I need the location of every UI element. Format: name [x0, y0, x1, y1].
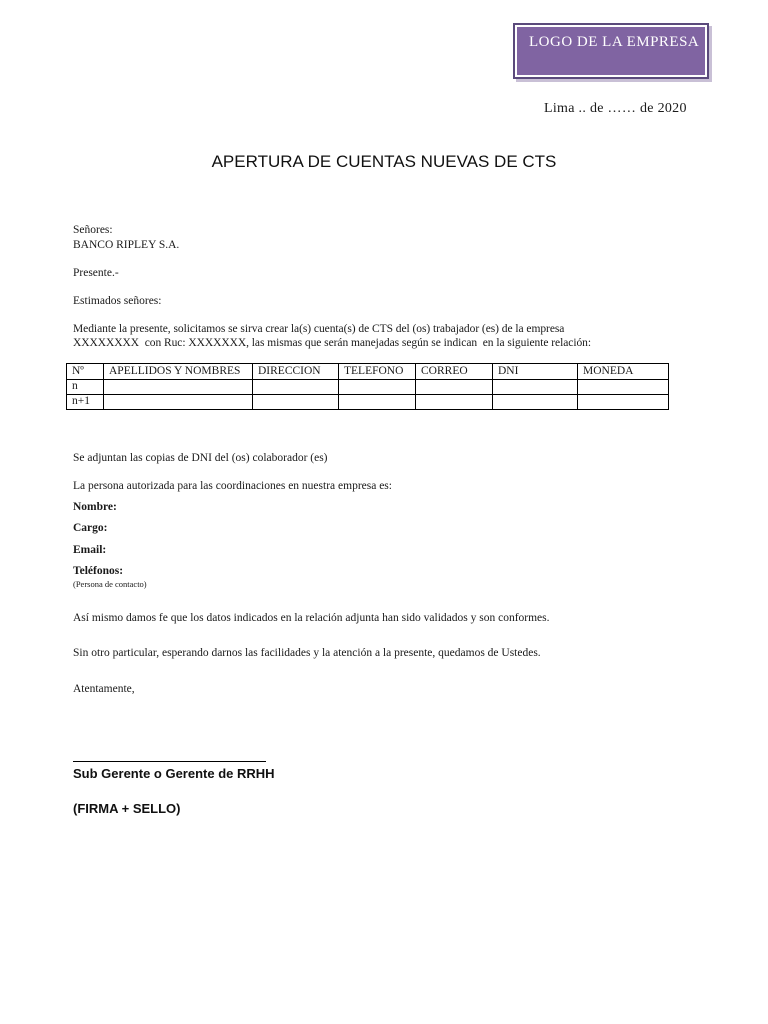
logo-text: LOGO DE LA EMPRESA [529, 34, 700, 50]
attachments-note: Se adjuntan las copias de DNI del (os) colaborador (es) [73, 452, 328, 464]
header-cell-names: APELLIDOS Y NOMBRES [104, 364, 253, 380]
table-cell: n+1 [67, 395, 104, 410]
date-line: Lima .. de …… de 2020 [544, 101, 687, 116]
header-cell-dni: DNI [493, 364, 578, 380]
table-cell [253, 380, 339, 395]
intro-line-1: Mediante la presente, solicitamos se sirva crear la(s) cuenta(s) de CTS del (os) trabajador (es) de la empresa [73, 323, 565, 335]
table-cell [104, 380, 253, 395]
header-cell-currency: MONEDA [578, 364, 669, 380]
contact-email-label: Email: [73, 544, 107, 556]
closing-text: Sin otro particular, esperando darnos las facilidades y la atención a la presente, quedamos de Ustedes. [73, 647, 541, 659]
table-cell [578, 380, 669, 395]
table-cell [416, 380, 493, 395]
table-cell [416, 395, 493, 410]
table-cell [339, 395, 416, 410]
table-cell [493, 380, 578, 395]
header-cell-email: CORREO [416, 364, 493, 380]
presente-text: Presente.- [73, 267, 119, 279]
table-header-row [67, 364, 669, 380]
employee-relation-table [66, 363, 669, 410]
header-cell-address: DIRECCION [253, 364, 339, 380]
signature-line [73, 761, 266, 762]
table-cell: n [67, 380, 104, 395]
document-title: APERTURA DE CUENTAS NUEVAS DE CTS [211, 152, 557, 171]
bank-name: BANCO RIPLEY S.A. [73, 239, 180, 251]
contact-phones-note: (Persona de contacto) [73, 579, 147, 589]
contact-intro: La persona autorizada para las coordinaciones en nuestra empresa es: [73, 480, 392, 492]
contact-position-label: Cargo: [73, 522, 108, 534]
table-cell [339, 380, 416, 395]
header-cell-phone: TELEFONO [339, 364, 416, 380]
table-cell [253, 395, 339, 410]
table-row [67, 395, 669, 410]
company-logo-placeholder [515, 25, 707, 77]
header-cell-number: Nº [67, 364, 104, 380]
contact-name-label: Nombre: [73, 501, 117, 513]
greeting-text: Estimados señores: [73, 295, 162, 307]
table-cell [104, 395, 253, 410]
contact-phones-label: Teléfonos: [73, 565, 124, 577]
table-cell [493, 395, 578, 410]
table-cell [578, 395, 669, 410]
salutation: Señores: [73, 224, 113, 236]
validation-text: Así mismo damos fe que los datos indicados en la relación adjunta han sido validados y son conformes. [73, 612, 550, 624]
table-row [67, 380, 669, 395]
signatory-title: Sub Gerente o Gerente de RRHH [73, 766, 275, 781]
sign-off-text: Atentamente, [73, 683, 135, 695]
signature-note: (FIRMA + SELLO) [73, 801, 181, 816]
intro-line-2: XXXXXXXX con Ruc: XXXXXXX, las mismas que serán manejadas según se indican en la siguiente relación: [73, 337, 592, 349]
